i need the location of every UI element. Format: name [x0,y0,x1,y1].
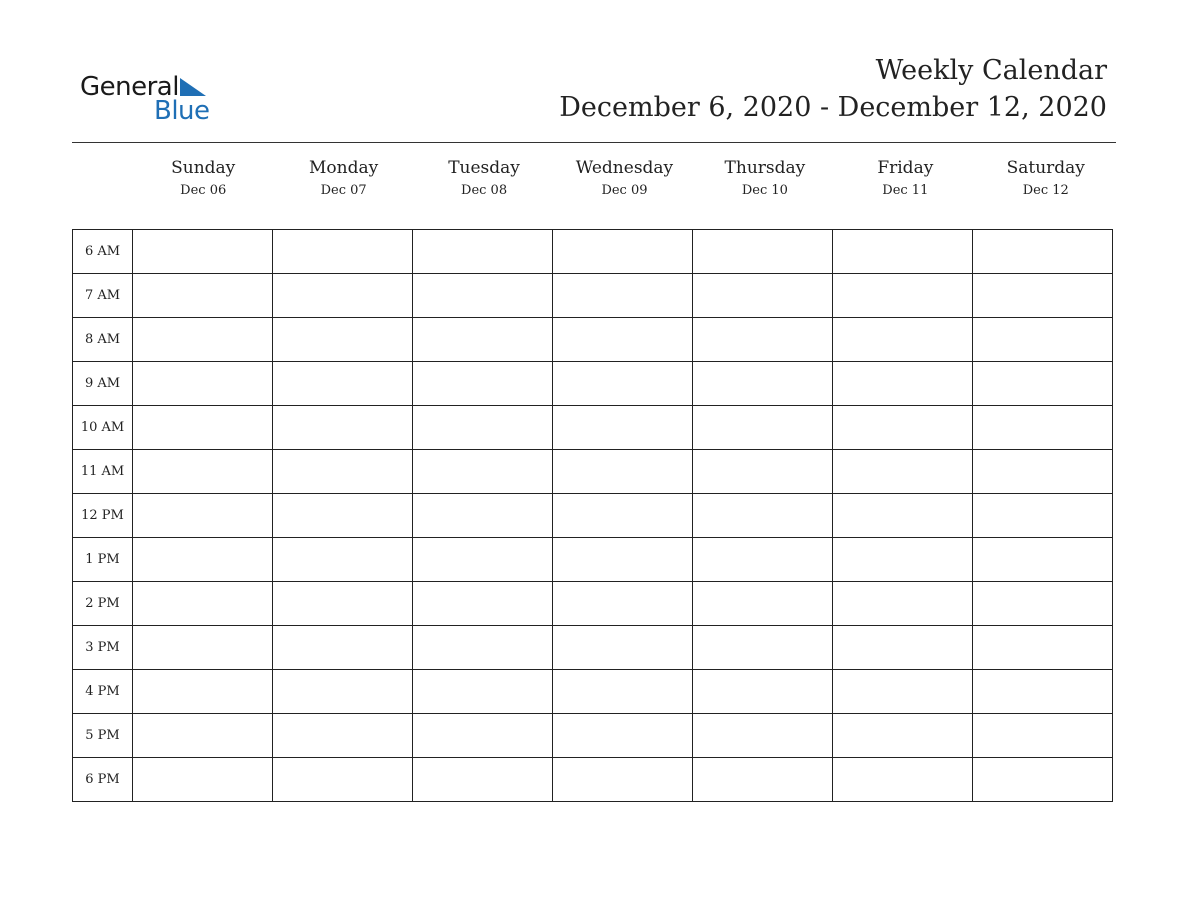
time-row [73,274,1113,318]
time-label: 2 PM [73,582,133,626]
day-header-tuesday [414,154,554,200]
time-slot-sunday[interactable] [133,758,273,802]
time-slot-wednesday[interactable] [553,582,693,626]
time-slot-saturday[interactable] [973,450,1113,494]
calendar-header [559,52,1107,126]
time-slot-friday[interactable] [833,230,973,274]
time-slot-sunday[interactable] [133,670,273,714]
time-slot-wednesday[interactable] [553,538,693,582]
time-slot-thursday[interactable] [693,582,833,626]
time-slot-sunday[interactable] [133,406,273,450]
day-header-saturday [976,154,1116,200]
time-slot-sunday[interactable] [133,362,273,406]
time-slot-tuesday[interactable] [413,362,553,406]
time-slot-thursday[interactable] [693,230,833,274]
time-row [73,318,1113,362]
day-name: Tuesday [448,158,520,178]
date-range: December 6, 2020 - December 12, 2020 [559,92,1107,123]
time-slot-thursday[interactable] [693,406,833,450]
time-slot-tuesday[interactable] [413,714,553,758]
time-slot-thursday[interactable] [693,494,833,538]
time-slot-saturday[interactable] [973,362,1113,406]
time-slot-sunday[interactable] [133,450,273,494]
time-slot-friday[interactable] [833,362,973,406]
time-slot-monday[interactable] [273,406,413,450]
time-slot-thursday[interactable] [693,670,833,714]
time-slot-wednesday[interactable] [553,274,693,318]
day-date: Dec 07 [320,183,367,198]
time-row [73,626,1113,670]
time-slot-friday[interactable] [833,406,973,450]
time-label: 9 AM [73,362,133,406]
time-slot-sunday[interactable] [133,626,273,670]
time-slot-thursday[interactable] [693,450,833,494]
day-name: Saturday [1006,158,1085,178]
time-slot-monday[interactable] [273,626,413,670]
time-slot-wednesday[interactable] [553,318,693,362]
time-slot-tuesday[interactable] [413,450,553,494]
time-slot-monday[interactable] [273,758,413,802]
time-slot-sunday[interactable] [133,714,273,758]
time-label: 12 PM [73,494,133,538]
time-slot-tuesday[interactable] [413,274,553,318]
time-label: 6 PM [73,758,133,802]
day-date: Dec 09 [601,183,648,198]
time-slot-friday[interactable] [833,450,973,494]
time-row [73,582,1113,626]
time-slot-friday[interactable] [833,274,973,318]
day-name: Monday [309,158,379,178]
time-slot-sunday[interactable] [133,494,273,538]
time-slot-tuesday[interactable] [413,494,553,538]
time-slot-saturday[interactable] [973,582,1113,626]
day-name: Friday [877,158,934,178]
time-slot-friday[interactable] [833,670,973,714]
time-slot-wednesday[interactable] [553,406,693,450]
time-label: 4 PM [73,670,133,714]
time-slot-monday[interactable] [273,362,413,406]
time-row [73,406,1113,450]
logo-text-general: General [80,72,179,102]
time-slot-saturday[interactable] [973,406,1113,450]
time-slot-monday[interactable] [273,538,413,582]
time-label: 11 AM [73,450,133,494]
time-row [73,758,1113,802]
time-row [73,450,1113,494]
time-label: 5 PM [73,714,133,758]
time-slot-friday[interactable] [833,758,973,802]
time-slot-thursday[interactable] [693,758,833,802]
time-slot-wednesday[interactable] [553,714,693,758]
time-slot-tuesday[interactable] [413,318,553,362]
time-slot-wednesday[interactable] [553,230,693,274]
time-label: 1 PM [73,538,133,582]
time-slot-sunday[interactable] [133,582,273,626]
time-slot-saturday[interactable] [973,714,1113,758]
time-slot-friday[interactable] [833,582,973,626]
time-slot-thursday[interactable] [693,318,833,362]
day-name: Wednesday [575,158,674,178]
time-label: 7 AM [73,274,133,318]
time-slot-saturday[interactable] [973,230,1113,274]
time-row [73,494,1113,538]
time-label: 8 AM [73,318,133,362]
time-label: 6 AM [73,230,133,274]
page-title: Weekly Calendar [875,55,1107,86]
time-slot-tuesday[interactable] [413,626,553,670]
time-slot-saturday[interactable] [973,670,1113,714]
time-row [73,362,1113,406]
time-slot-monday[interactable] [273,670,413,714]
day-date: Dec 08 [461,183,508,198]
day-header-wednesday [554,154,694,200]
time-slot-sunday[interactable] [133,318,273,362]
time-slot-monday[interactable] [273,230,413,274]
time-slot-tuesday[interactable] [413,406,553,450]
logo [80,70,220,126]
time-slot-tuesday[interactable] [413,670,553,714]
time-slot-friday[interactable] [833,626,973,670]
header-divider [72,142,1116,143]
time-slot-monday[interactable] [273,450,413,494]
time-slot-wednesday[interactable] [553,450,693,494]
time-slot-tuesday[interactable] [413,230,553,274]
time-row [73,230,1113,274]
logo-triangle-icon [178,76,208,98]
day-header-sunday [133,154,273,200]
time-slot-saturday[interactable] [973,274,1113,318]
time-slot-sunday[interactable] [133,538,273,582]
time-slot-friday[interactable] [833,714,973,758]
time-slot-monday[interactable] [273,318,413,362]
time-slot-sunday[interactable] [133,274,273,318]
time-label: 3 PM [73,626,133,670]
time-slot-saturday[interactable] [973,758,1113,802]
time-slot-thursday[interactable] [693,538,833,582]
time-row [73,670,1113,714]
time-label: 10 AM [73,406,133,450]
schedule-grid [72,229,1113,802]
day-date: Dec 10 [741,183,788,198]
day-header-monday [273,154,413,200]
time-slot-monday[interactable] [273,274,413,318]
day-date: Dec 11 [882,183,929,198]
time-slot-saturday[interactable] [973,318,1113,362]
time-row [73,538,1113,582]
day-date: Dec 12 [1022,183,1069,198]
logo-text-blue: Blue [154,96,210,126]
time-slot-thursday[interactable] [693,626,833,670]
time-slot-sunday[interactable] [133,230,273,274]
time-slot-tuesday[interactable] [413,582,553,626]
time-slot-friday[interactable] [833,318,973,362]
time-slot-thursday[interactable] [693,362,833,406]
day-header-friday [835,154,975,200]
day-header-thursday [695,154,835,200]
time-slot-friday[interactable] [833,494,973,538]
time-slot-tuesday[interactable] [413,538,553,582]
time-slot-wednesday[interactable] [553,626,693,670]
time-slot-saturday[interactable] [973,626,1113,670]
time-slot-wednesday[interactable] [553,494,693,538]
time-slot-wednesday[interactable] [553,758,693,802]
time-slot-friday[interactable] [833,538,973,582]
time-row [73,714,1113,758]
time-slot-monday[interactable] [273,714,413,758]
time-slot-tuesday[interactable] [413,758,553,802]
day-name: Sunday [171,158,236,178]
day-headers [133,154,1116,200]
day-date: Dec 06 [180,183,227,198]
time-slot-monday[interactable] [273,582,413,626]
time-slot-monday[interactable] [273,494,413,538]
time-slot-saturday[interactable] [973,538,1113,582]
time-slot-saturday[interactable] [973,494,1113,538]
time-slot-wednesday[interactable] [553,670,693,714]
time-slot-thursday[interactable] [693,274,833,318]
day-name: Thursday [724,158,806,178]
time-slot-thursday[interactable] [693,714,833,758]
time-slot-wednesday[interactable] [553,362,693,406]
